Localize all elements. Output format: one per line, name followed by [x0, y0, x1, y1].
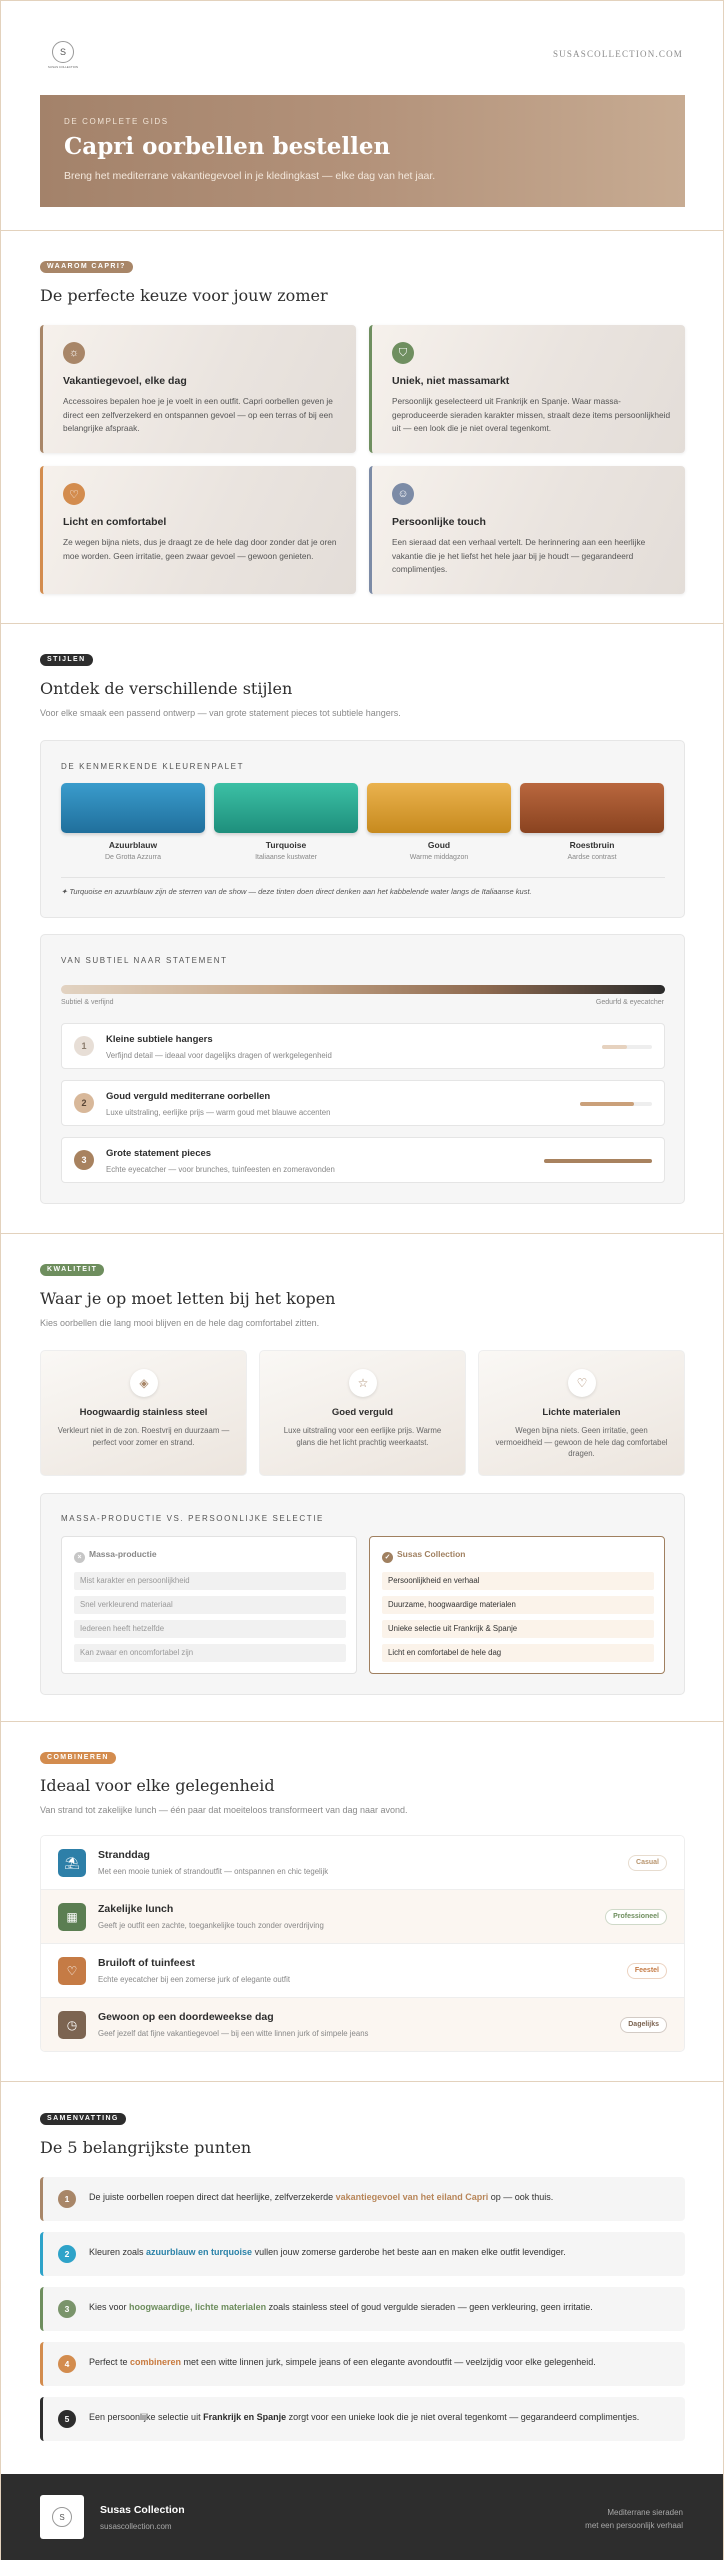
feature-card [369, 466, 685, 594]
occasion-badge: Professioneel [605, 1909, 667, 1925]
section-title-summary: De 5 belangrijkste punten [40, 2138, 252, 2157]
quality-card-title: Goed verguld [331, 1407, 394, 1418]
level-description: Luxe uitstraling, eerlijke prijs — warm goud met blauwe accenten [106, 1108, 331, 1117]
logo-mark-icon: S [52, 41, 74, 63]
susas-collection-row: Persoonlijkheid en verhaal [382, 1572, 654, 1590]
feature-card-description: Ze wegen bijna niets, dus je draagt ze de hele dag door zonder dat je oren moe worden. Geen irritatie, geen zwaar gevoel — gewoon genieten. [63, 537, 337, 561]
summary-point-text-end: op — ook thuis. [488, 2192, 554, 2202]
occasion-badge: Dagelijks [620, 2017, 667, 2033]
section-title-styles: Ontdek de verschillende stijlen [40, 679, 293, 698]
level-description: Echte eyecatcher — voor brunches, tuinfeesten en zomeravonden [106, 1165, 335, 1174]
swatch-description: Aardse contrast [567, 854, 617, 861]
summary-point-text-start: Kies voor [89, 2302, 130, 2312]
summary-point-text-end: met een witte linnen jurk, simpele jeans of een elegante avondoutfit — veelzijdig voor elke gelegenheid. [181, 2357, 596, 2367]
susas-collection-row: Licht en comfortabel de hele dag [382, 1644, 654, 1662]
user-icon: ☺ [392, 483, 414, 505]
swatch-name: Goud [427, 840, 451, 850]
level-number-badge: 3 [74, 1150, 94, 1170]
comparison-caption: MASSA-PRODUCTIE VS. PERSOONLIJKE SELECTIE [61, 1514, 324, 1523]
summary-point-highlight: Frankrijk en Spanje [203, 2412, 287, 2422]
clock-icon: ◷ [58, 2011, 86, 2039]
color-swatch [61, 783, 205, 833]
section-tag-summary: SAMENVATTING [40, 2113, 126, 2125]
swatch-description: Warme middagzon [409, 854, 469, 861]
mass-production-row: Mist karakter en persoonlijkheid [74, 1572, 346, 1590]
site-footer [1, 2474, 723, 2560]
feature-card-description: Persoonlijk geselecteerd uit Frankrijk en Spanje. Waar massa-geproduceerde sieraden karakter missen, straalt deze items persoonlijkheid uit — een look die je niet overal tegenkomt. [392, 396, 671, 433]
color-swatch [520, 783, 664, 833]
occasion-item[interactable] [40, 1998, 685, 2052]
style-gradient-bar [61, 985, 665, 994]
summary-point-text-end: zorgt voor een unieke look die je niet overal tegenkomt — gegarandeerd complimentjes. [286, 2412, 640, 2422]
logo-mark-icon: S [52, 2507, 72, 2527]
logo-text: SUSAS COLLECTION [47, 65, 79, 69]
heart-icon: ♡ [58, 1957, 86, 1985]
section-tag-styles: STIJLEN [40, 654, 93, 666]
footer-url-link[interactable]: susascollection.com [100, 2522, 172, 2531]
occasion-badge: Feestel [627, 1963, 667, 1979]
heart-icon: ♡ [568, 1369, 596, 1397]
occasion-item[interactable] [40, 1944, 685, 1998]
occasion-item[interactable] [40, 1890, 685, 1944]
summary-point-number: 2 [58, 2245, 76, 2263]
feature-card-title: Licht en comfortabel [63, 516, 167, 528]
hero-banner [40, 95, 685, 207]
occasion-description: Geef jezelf dat fijne vakantiegevoel — bij een witte linnen jurk of simpele jeans [98, 2029, 369, 2038]
site-header [1, 1, 723, 93]
umbrella-icon: ⛱ [58, 1849, 86, 1877]
footer-brand-name: Susas Collection [100, 2504, 185, 2516]
style-level-item[interactable] [61, 1080, 665, 1126]
quality-card-title: Lichte materialen [542, 1407, 621, 1418]
summary-point-text-end: zoals stainless steel of goud vergulde sieraden — geen verkleuring, geen irritatie. [266, 2302, 593, 2312]
summary-point-text [89, 2357, 596, 2367]
summary-point-text-start: Kleuren zoals [89, 2247, 147, 2257]
level-intensity-track [580, 1102, 652, 1106]
section-subtitle-combine: Van strand tot zakelijke lunch — één paar dat moeiteloos transformeert van dag naar avond. [40, 1805, 408, 1815]
section-title-combine: Ideaal voor elke gelegenheid [40, 1776, 275, 1795]
swatch-description: De Grotta Azzurra [104, 854, 162, 861]
summary-point-number: 4 [58, 2355, 76, 2373]
mass-production-title: Massa-productie [89, 1549, 157, 1559]
summary-point [40, 2177, 685, 2221]
summary-point-highlight: hoogwaardige, lichte materialen [129, 2302, 267, 2312]
section-divider [1, 1721, 723, 1722]
summary-point-number: 3 [58, 2300, 76, 2318]
summary-point [40, 2232, 685, 2276]
summary-point-number: 5 [58, 2410, 76, 2428]
mass-production-row: Iedereen heeft hetzelfde [74, 1620, 346, 1638]
swatch-name: Turquoise [265, 840, 307, 850]
summary-point-text [89, 2247, 566, 2257]
level-title: Goud verguld mediterrane oorbellen [106, 1091, 271, 1102]
level-intensity-fill [544, 1159, 652, 1163]
section-tag-why: WAAROM CAPRI? [40, 261, 133, 273]
gradient-left-label: Subtiel & verfijnd [61, 999, 114, 1006]
gradient-right-label: Gedurfd & eyecatcher [595, 999, 664, 1006]
summary-point-text-start: Een persoonlijke selectie uit [89, 2412, 204, 2422]
quality-card-description: Wegen bijna niets. Geen irritatie, geen vermoeidheid — gewoon de hele dag comfortabel dragen. [495, 1426, 668, 1458]
level-intensity-fill [602, 1045, 627, 1049]
occasion-title: Bruiloft of tuinfeest [98, 1957, 195, 1969]
quality-card-description: Luxe uitstraling voor een eerlijke prijs. Warme glans die het licht prachtig weerkaatst. [283, 1426, 442, 1447]
section-tag-quality: KWALITEIT [40, 1264, 104, 1276]
footer-tagline [523, 2506, 683, 2532]
mass-production-heading [74, 1549, 157, 1563]
occasion-description: Met een mooie tuniek of strandoutfit — ontspannen en chic tegelijk [98, 1867, 329, 1876]
section-divider [1, 230, 723, 231]
mass-production-row: Snel verkleurend materiaal [74, 1596, 346, 1614]
summary-point-text [89, 2412, 639, 2422]
level-title: Kleine subtiele hangers [106, 1034, 213, 1045]
summary-point-highlight: azuurblauw en turquoise [146, 2247, 253, 2257]
brand-logo[interactable] [39, 41, 87, 71]
style-level-item[interactable] [61, 1137, 665, 1183]
summary-point-highlight: vakantiegevoel van het eiland Capri [335, 2192, 489, 2202]
feature-card-description: Accessoires bepalen hoe je je voelt in een outfit. Capri oorbellen geven je direct een zelfverzekerd en ontspannen gevoel — op een terras of bij een belangrijke afspraak. [63, 396, 333, 433]
quality-card [259, 1350, 466, 1476]
susas-collection-title: Susas Collection [397, 1549, 466, 1559]
palette-caption: DE KENMERKENDE KLEURENPALET [61, 762, 245, 771]
section-divider [1, 1233, 723, 1234]
section-subtitle-quality: Kies oorbellen die lang mooi blijven en de hele dag comfortabel zitten. [40, 1318, 320, 1328]
color-swatch [367, 783, 511, 833]
occasion-item[interactable] [40, 1836, 685, 1890]
level-number-badge: 2 [74, 1093, 94, 1113]
section-divider [1, 2081, 723, 2082]
footer-tagline-line-1: Mediterrane sieraden [607, 2508, 683, 2517]
susas-collection-panel [369, 1536, 665, 1674]
occasion-title: Stranddag [98, 1849, 150, 1861]
swatch-name: Azuurblauw [108, 840, 158, 850]
color-palette-card [40, 740, 685, 918]
feature-card-description: Een sieraad dat een verhaal vertelt. De herinnering aan een heerlijke vakantie die je het liefst het hele jaar bij je houdt — gegarandeerd complimentjes. [392, 537, 646, 574]
susas-collection-row: Unieke selectie uit Frankrijk & Spanje [382, 1620, 654, 1638]
style-gradient-card [40, 934, 685, 1204]
feature-card [369, 325, 685, 453]
shield-icon: ⛉ [392, 342, 414, 364]
gradient-caption: VAN SUBTIEL NAAR STATEMENT [61, 956, 228, 965]
summary-point [40, 2397, 685, 2441]
level-intensity-track [602, 1045, 652, 1049]
color-swatch [214, 783, 358, 833]
section-divider [1, 623, 723, 624]
palette-divider [61, 877, 665, 878]
feature-card-title: Uniek, niet massamarkt [392, 375, 510, 387]
summary-point-text [89, 2302, 593, 2312]
hero-title: Capri oorbellen bestellen [64, 133, 391, 160]
level-intensity-track [544, 1159, 652, 1163]
level-title: Grote statement pieces [106, 1148, 212, 1159]
quality-card [40, 1350, 247, 1476]
section-tag-combine: COMBINEREN [40, 1752, 116, 1764]
check-icon: ✓ [382, 1552, 393, 1563]
cross-icon: × [74, 1552, 85, 1563]
hero-eyebrow: DE COMPLETE GIDS [64, 117, 169, 126]
feature-card-title: Persoonlijke touch [392, 516, 486, 528]
occasion-title: Gewoon op een doordeweekse dag [98, 2011, 274, 2023]
summary-point-text-end: vullen jouw zomerse garderobe het beste aan en maken elke outfit levendiger. [252, 2247, 566, 2257]
section-title-why: De perfecte keuze voor jouw zomer [40, 286, 328, 305]
feature-card [40, 325, 356, 453]
site-url-link[interactable]: SUSASCOLLECTION.COM [552, 49, 683, 59]
summary-point [40, 2287, 685, 2331]
occasion-badge: Casual [628, 1855, 667, 1871]
quality-card [478, 1350, 685, 1476]
comparison-card [40, 1493, 685, 1695]
layers-icon: ◈ [130, 1369, 158, 1397]
level-intensity-fill [580, 1102, 634, 1106]
swatch-description: Italiaanse kustwater [255, 854, 317, 861]
footer-tagline-line-2: met een persoonlijk verhaal [585, 2521, 683, 2530]
summary-point-text-start: De juiste oorbellen roepen direct dat heerlijke, zelfverzekerde [89, 2192, 336, 2202]
hero-subtitle: Breng het mediterrane vakantiegevoel in je kledingkast — elke dag van het jaar. [64, 170, 436, 182]
quality-card-description: Verkleurt niet in de zon. Roestvrij en duurzaam — perfect voor zomer en strand. [57, 1426, 230, 1447]
summary-point-highlight: combineren [130, 2357, 182, 2367]
footer-logo[interactable] [40, 2495, 84, 2539]
summary-point [40, 2342, 685, 2386]
feature-card-title: Vakantiegevoel, elke dag [63, 375, 187, 387]
sun-icon: ☼ [63, 342, 85, 364]
palette-note: ✦ Turquoise en azuurblauw zijn de sterren van de show — deze tinten doen direct denken aan het kabbelende water langs de Italiaanse kust. [61, 887, 532, 896]
level-number-badge: 1 [74, 1036, 94, 1056]
heart-icon: ♡ [63, 483, 85, 505]
section-title-quality: Waar je op moet letten bij het kopen [40, 1289, 336, 1308]
mass-production-panel [61, 1536, 357, 1674]
star-icon: ☆ [349, 1369, 377, 1397]
occasion-description: Echte eyecatcher bij een zomerse jurk of elegante outfit [98, 1975, 290, 1984]
susas-collection-heading [382, 1549, 466, 1563]
swatch-name: Roestbruin [569, 840, 615, 850]
occasion-description: Geeft je outfit een zachte, toegankelijke touch zonder overdrijving [98, 1921, 324, 1930]
occasion-title: Zakelijke lunch [98, 1903, 174, 1915]
summary-point-text-start: Perfect te [89, 2357, 131, 2367]
susas-collection-row: Duurzame, hoogwaardige materialen [382, 1596, 654, 1614]
level-description: Verfijnd detail — ideaal voor dagelijks dragen of werkgelegenheid [106, 1051, 332, 1060]
summary-point-text [89, 2192, 553, 2202]
calendar-icon: ▦ [58, 1903, 86, 1931]
section-subtitle-styles: Voor elke smaak een passend ontwerp — van grote statement pieces tot subtiele hangers. [40, 708, 401, 718]
mass-production-row: Kan zwaar en oncomfortabel zijn [74, 1644, 346, 1662]
feature-card [40, 466, 356, 594]
quality-card-title: Hoogwaardig stainless steel [79, 1407, 208, 1418]
occasion-list [40, 1835, 685, 2052]
summary-point-number: 1 [58, 2190, 76, 2208]
style-level-item[interactable] [61, 1023, 665, 1069]
